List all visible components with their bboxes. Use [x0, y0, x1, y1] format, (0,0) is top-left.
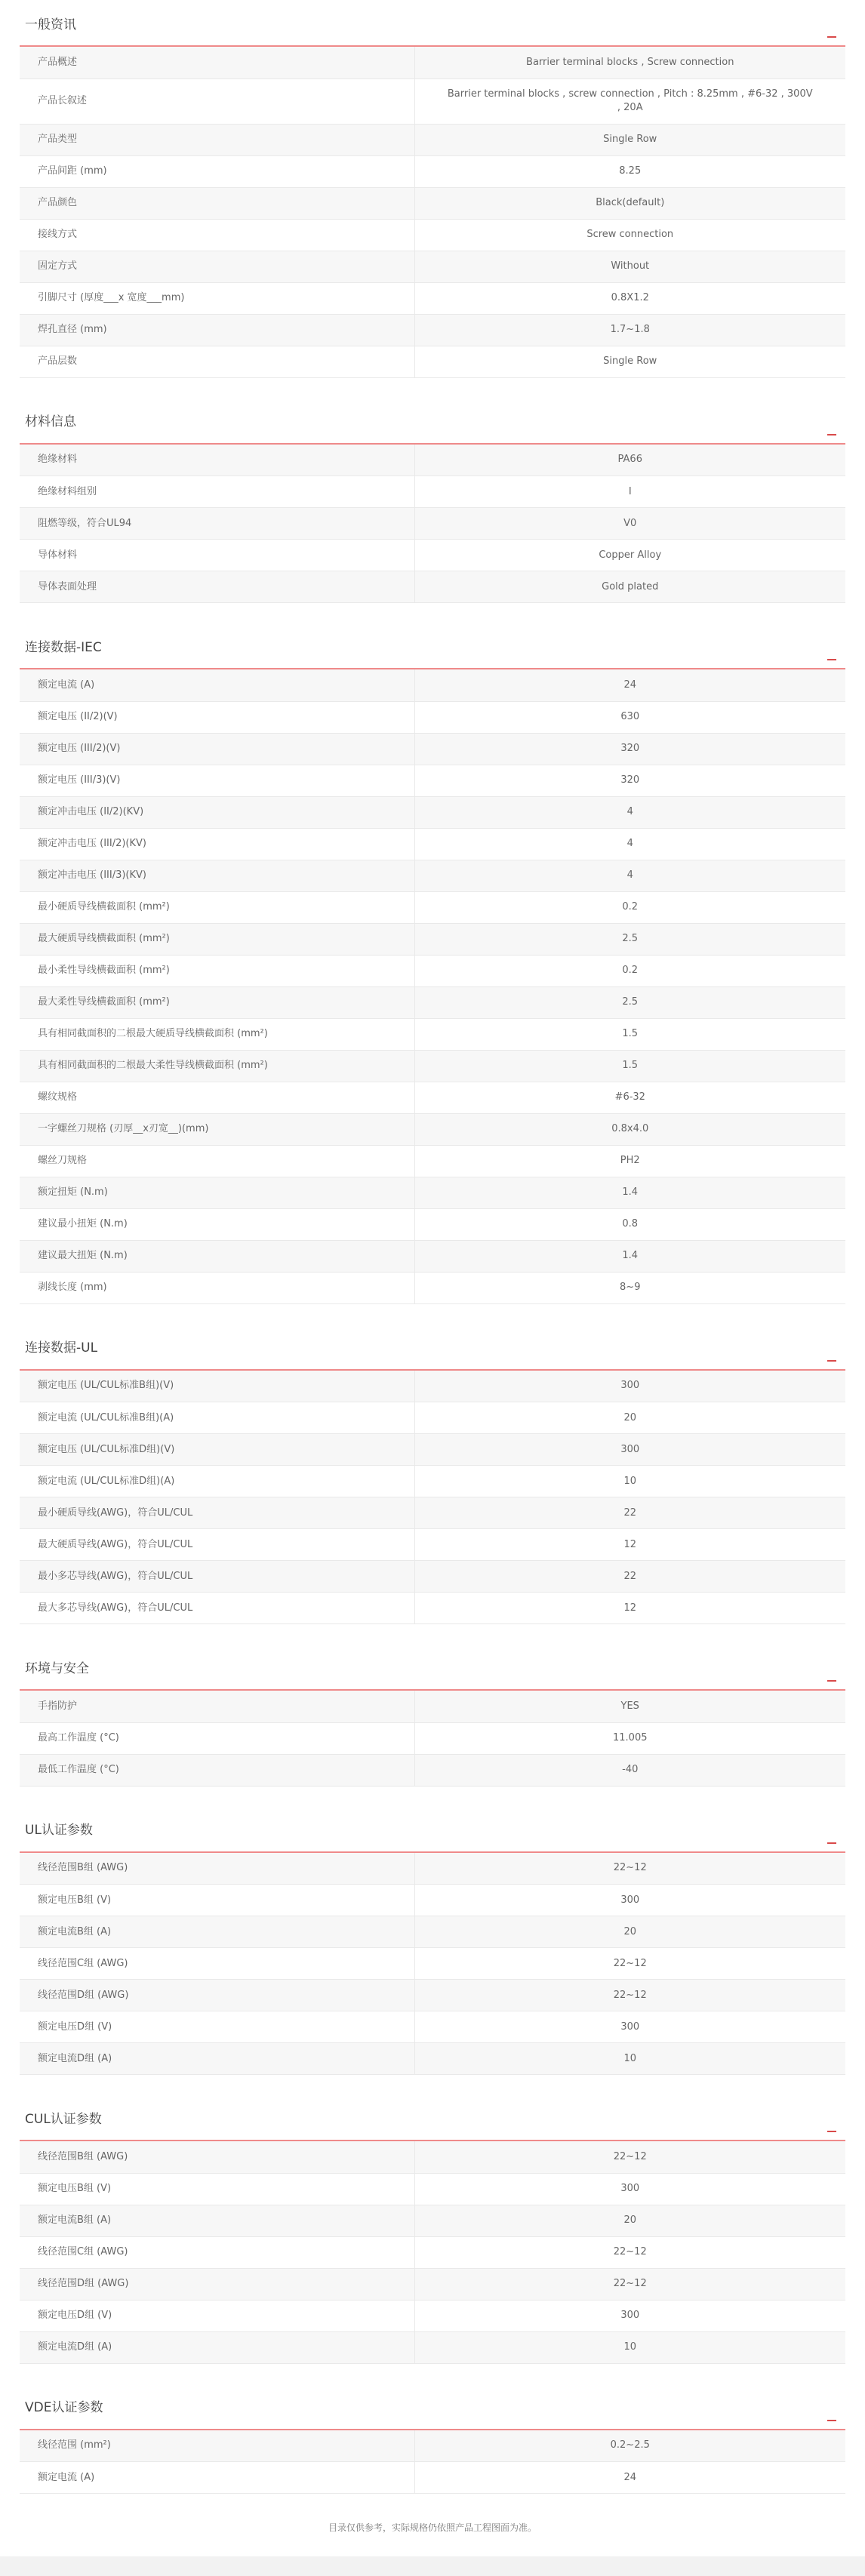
spec-value: 20	[414, 2205, 845, 2236]
table-row	[20, 1434, 845, 1466]
spec-label: 产品层数	[20, 346, 414, 377]
table-row	[20, 669, 845, 701]
section-header[interactable]	[20, 2384, 845, 2430]
table-row	[20, 540, 845, 571]
spec-section	[20, 623, 845, 1324]
spec-value: 1.5	[414, 1050, 845, 1082]
table-row	[20, 2268, 845, 2300]
spec-value: -40	[414, 1754, 845, 1786]
spec-label: 线径范围D组 (AWG)	[20, 1980, 414, 2011]
spec-label: 额定电流B组 (A)	[20, 2205, 414, 2236]
spec-value: 300	[414, 2011, 845, 2043]
spec-value: 0.8X1.2	[414, 282, 845, 314]
spec-value: 22~12	[414, 1948, 845, 1980]
table-row	[20, 1272, 845, 1303]
spec-label: 额定电压B组 (V)	[20, 2173, 414, 2205]
spec-label: 最小硬质导线(AWG)，符合UL/CUL	[20, 1497, 414, 1529]
table-row	[20, 346, 845, 377]
table-row	[20, 571, 845, 603]
spec-label: 产品类型	[20, 124, 414, 155]
spec-label: 线径范围C组 (AWG)	[20, 2236, 414, 2268]
spec-value: Screw connection	[414, 219, 845, 251]
section-gap	[20, 1624, 845, 1644]
spec-value: Gold plated	[414, 571, 845, 603]
section-title: UL认证参数	[25, 1823, 93, 1838]
table-row	[20, 986, 845, 1018]
table-row	[20, 78, 845, 124]
section-gap	[20, 603, 845, 623]
collapse-icon[interactable]	[827, 2131, 836, 2132]
table-row	[20, 1018, 845, 1050]
bottom-bar	[0, 2556, 865, 2576]
spec-value: 22~12	[414, 1980, 845, 2011]
section-header[interactable]	[20, 2094, 845, 2141]
spec-label: 接线方式	[20, 219, 414, 251]
table-row	[20, 1082, 845, 1113]
spec-value: 0.2~2.5	[414, 2430, 845, 2462]
section-title: 一般资讯	[25, 17, 76, 32]
spec-section	[20, 2384, 845, 2494]
spec-label: 额定电压B组 (V)	[20, 1885, 414, 1916]
spec-label: 额定电流D组 (A)	[20, 2043, 414, 2075]
spec-label: 额定电压 (III/2)(V)	[20, 733, 414, 765]
spec-value: 4	[414, 796, 845, 828]
section-header[interactable]	[20, 1644, 845, 1691]
spec-label: 额定电压 (II/2)(V)	[20, 701, 414, 733]
table-row	[20, 219, 845, 251]
table-row	[20, 1145, 845, 1177]
spec-label: 导体表面处理	[20, 571, 414, 603]
spec-label: 线径范围 (mm²)	[20, 2430, 414, 2462]
spec-value: 2.5	[414, 986, 845, 1018]
table-row	[20, 251, 845, 282]
spec-label: 线径范围B组 (AWG)	[20, 2141, 414, 2173]
spec-label: 阻燃等级，符合UL94	[20, 508, 414, 540]
spec-value: Barrier terminal blocks , Screw connection	[414, 47, 845, 78]
table-row	[20, 1948, 845, 1980]
table-row	[20, 1402, 845, 1434]
table-row	[20, 891, 845, 923]
table-row	[20, 445, 845, 476]
spec-label: 建议最大扭矩 (N.m)	[20, 1240, 414, 1272]
spec-label: 最大柔性导线横截面积 (mm²)	[20, 986, 414, 1018]
spec-table	[20, 47, 845, 378]
section-header[interactable]	[20, 623, 845, 669]
spec-label: 额定电流 (A)	[20, 669, 414, 701]
spec-value: 630	[414, 701, 845, 733]
spec-label: 最大硬质导线(AWG)，符合UL/CUL	[20, 1529, 414, 1561]
spec-value: 1.4	[414, 1177, 845, 1208]
spec-label: 固定方式	[20, 251, 414, 282]
spec-label: 线径范围D组 (AWG)	[20, 2268, 414, 2300]
spec-value: 1.5	[414, 1018, 845, 1050]
spec-label: 绝缘材料组别	[20, 476, 414, 508]
section-title: 环境与安全	[25, 1660, 89, 1676]
table-row	[20, 1722, 845, 1754]
spec-label: 额定电压 (UL/CUL标准D组)(V)	[20, 1434, 414, 1466]
table-row	[20, 187, 845, 219]
spec-label: 产品间距 (mm)	[20, 155, 414, 187]
table-row	[20, 2462, 845, 2494]
spec-label: 额定电流 (A)	[20, 2462, 414, 2494]
section-header[interactable]	[20, 1806, 845, 1853]
spec-label: 线径范围B组 (AWG)	[20, 1853, 414, 1885]
collapse-icon[interactable]	[827, 1842, 836, 1844]
spec-label: 额定电压 (III/3)(V)	[20, 765, 414, 796]
spec-label: 焊孔直径 (mm)	[20, 314, 414, 346]
spec-value: 12	[414, 1593, 845, 1624]
table-row	[20, 1208, 845, 1240]
section-gap	[20, 2364, 845, 2384]
spec-label: 额定电流 (UL/CUL标准B组)(A)	[20, 1402, 414, 1434]
spec-section	[20, 2094, 845, 2384]
section-title: 连接数据-UL	[25, 1340, 98, 1356]
section-header[interactable]	[20, 1324, 845, 1371]
spec-value: 8~9	[414, 1272, 845, 1303]
section-title: CUL认证参数	[25, 2111, 102, 2127]
section-header[interactable]	[20, 0, 845, 47]
section-title: 材料信息	[25, 414, 76, 429]
spec-value: PH2	[414, 1145, 845, 1177]
table-row	[20, 955, 845, 986]
spec-value: 22~12	[414, 2141, 845, 2173]
spec-label: 具有相同截面积的二根最大柔性导线横截面积 (mm²)	[20, 1050, 414, 1082]
table-row	[20, 2331, 845, 2363]
table-row	[20, 765, 845, 796]
table-row	[20, 2043, 845, 2075]
spec-table	[20, 669, 845, 1304]
table-row	[20, 155, 845, 187]
spec-table	[20, 1853, 845, 2076]
table-row	[20, 2236, 845, 2268]
spec-value: 300	[414, 1371, 845, 1402]
spec-value: 20	[414, 1916, 845, 1948]
spec-value: 300	[414, 2173, 845, 2205]
spec-label: 最小硬质导线横截面积 (mm²)	[20, 891, 414, 923]
spec-value: 1.4	[414, 1240, 845, 1272]
table-row	[20, 1466, 845, 1497]
spec-value: 300	[414, 1434, 845, 1466]
spec-value: 10	[414, 1466, 845, 1497]
spec-table	[20, 2141, 845, 2364]
spec-value: 320	[414, 765, 845, 796]
table-row	[20, 1050, 845, 1082]
spec-label: 产品概述	[20, 47, 414, 78]
spec-label: 导体材料	[20, 540, 414, 571]
spec-label: 额定冲击电压 (II/2)(KV)	[20, 796, 414, 828]
table-row	[20, 2011, 845, 2043]
collapse-icon[interactable]	[827, 659, 836, 660]
table-row	[20, 2430, 845, 2462]
spec-value: 0.8x4.0	[414, 1113, 845, 1145]
spec-value: #6-32	[414, 1082, 845, 1113]
table-row	[20, 860, 845, 891]
table-row	[20, 2173, 845, 2205]
table-row	[20, 2300, 845, 2331]
spec-label: 额定电压D组 (V)	[20, 2011, 414, 2043]
table-row	[20, 1240, 845, 1272]
collapse-icon[interactable]	[827, 434, 836, 435]
section-gap	[20, 1787, 845, 1806]
table-row	[20, 47, 845, 78]
spec-value: Single Row	[414, 124, 845, 155]
collapse-icon[interactable]	[827, 1680, 836, 1682]
spec-value: Barrier terminal blocks , screw connection , Pitch : 8.25mm , #6-32 , 300V , 20A	[414, 78, 845, 124]
section-title: 连接数据-IEC	[25, 639, 102, 655]
spec-label: 额定电压D组 (V)	[20, 2300, 414, 2331]
spec-value: 2.5	[414, 923, 845, 955]
table-row	[20, 1371, 845, 1402]
section-title: VDE认证参数	[25, 2400, 103, 2415]
spec-label: 具有相同截面积的二根最大硬质导线横截面积 (mm²)	[20, 1018, 414, 1050]
table-row	[20, 124, 845, 155]
footer-note: 目录仅供参考，实际规格仍依照产品工程图面为准。	[328, 2522, 537, 2533]
spec-value: 12	[414, 1529, 845, 1561]
spec-table	[20, 2430, 845, 2494]
table-row	[20, 1754, 845, 1786]
spec-label: 额定电流 (UL/CUL标准D组)(A)	[20, 1466, 414, 1497]
table-row	[20, 1497, 845, 1529]
spec-value: 20	[414, 1402, 845, 1434]
section-gap	[20, 378, 845, 398]
collapse-icon[interactable]	[827, 36, 836, 38]
spec-value: 24	[414, 2462, 845, 2494]
spec-value: 22~12	[414, 2268, 845, 2300]
spec-label: 绝缘材料	[20, 445, 414, 476]
spec-table	[20, 1691, 845, 1787]
spec-value: Single Row	[414, 346, 845, 377]
spec-value: 22~12	[414, 2236, 845, 2268]
spec-value: 1.7~1.8	[414, 314, 845, 346]
table-row	[20, 508, 845, 540]
spec-label: 最低工作温度 (°C)	[20, 1754, 414, 1786]
spec-value: PA66	[414, 445, 845, 476]
spec-label: 最小柔性导线横截面积 (mm²)	[20, 955, 414, 986]
table-row	[20, 733, 845, 765]
table-row	[20, 1853, 845, 1885]
spec-label: 螺纹规格	[20, 1082, 414, 1113]
table-row	[20, 1885, 845, 1916]
spec-label: 线径范围C组 (AWG)	[20, 1948, 414, 1980]
spec-value: 11.005	[414, 1722, 845, 1754]
spec-label: 建议最小扭矩 (N.m)	[20, 1208, 414, 1240]
spec-value: 0.2	[414, 891, 845, 923]
table-row	[20, 1113, 845, 1145]
table-row	[20, 1691, 845, 1722]
spec-label: 产品长叙述	[20, 78, 414, 124]
spec-label: 额定冲击电压 (III/2)(KV)	[20, 828, 414, 860]
spec-section	[20, 1324, 845, 1645]
section-header[interactable]	[20, 398, 845, 445]
spec-section	[20, 1806, 845, 2095]
table-row	[20, 1916, 845, 1948]
spec-value: 22	[414, 1497, 845, 1529]
spec-label: 额定电压 (UL/CUL标准B组)(V)	[20, 1371, 414, 1402]
spec-value: Black(default)	[414, 187, 845, 219]
section-gap	[20, 2075, 845, 2094]
spec-label: 额定扭矩 (N.m)	[20, 1177, 414, 1208]
table-row	[20, 701, 845, 733]
spec-value: 320	[414, 733, 845, 765]
spec-label: 一字螺丝刀规格 (刃厚__x刃宽__)(mm)	[20, 1113, 414, 1145]
table-row	[20, 476, 845, 508]
table-row	[20, 1529, 845, 1561]
spec-value: 4	[414, 860, 845, 891]
spec-value: I	[414, 476, 845, 508]
spec-label: 手指防护	[20, 1691, 414, 1722]
table-row	[20, 2205, 845, 2236]
spec-value: 22~12	[414, 1853, 845, 1885]
spec-label: 最大多芯导线(AWG)，符合UL/CUL	[20, 1593, 414, 1624]
spec-table	[20, 445, 845, 604]
spec-value: Copper Alloy	[414, 540, 845, 571]
section-gap	[20, 1304, 845, 1324]
spec-value: 4	[414, 828, 845, 860]
spec-section	[20, 398, 845, 623]
table-row	[20, 796, 845, 828]
table-row	[20, 1593, 845, 1624]
spec-section	[20, 0, 845, 398]
spec-value: V0	[414, 508, 845, 540]
spec-value: 22	[414, 1561, 845, 1593]
spec-label: 引脚尺寸 (厚度___x 宽度___mm)	[20, 282, 414, 314]
table-row	[20, 1177, 845, 1208]
spec-value: 0.2	[414, 955, 845, 986]
spec-value: YES	[414, 1691, 845, 1722]
spec-sections	[20, 0, 845, 2494]
table-row	[20, 314, 845, 346]
spec-value: 8.25	[414, 155, 845, 187]
spec-value: 0.8	[414, 1208, 845, 1240]
spec-value: Without	[414, 251, 845, 282]
table-row	[20, 2141, 845, 2173]
spec-table	[20, 1371, 845, 1625]
table-row	[20, 1561, 845, 1593]
spec-label: 产品颜色	[20, 187, 414, 219]
spec-value: 24	[414, 669, 845, 701]
spec-value: 10	[414, 2043, 845, 2075]
collapse-icon[interactable]	[827, 1360, 836, 1362]
table-row	[20, 828, 845, 860]
spec-label: 额定冲击电压 (III/3)(KV)	[20, 860, 414, 891]
spec-value: 300	[414, 1885, 845, 1916]
spec-value: 300	[414, 2300, 845, 2331]
spec-label: 最小多芯导线(AWG)，符合UL/CUL	[20, 1561, 414, 1593]
spec-label: 剥线长度 (mm)	[20, 1272, 414, 1303]
table-row	[20, 282, 845, 314]
spec-label: 额定电流D组 (A)	[20, 2331, 414, 2363]
table-row	[20, 1980, 845, 2011]
spec-label: 额定电流B组 (A)	[20, 1916, 414, 1948]
spec-value: 10	[414, 2331, 845, 2363]
collapse-icon[interactable]	[827, 2420, 836, 2421]
spec-label: 最高工作温度 (°C)	[20, 1722, 414, 1754]
spec-label: 最大硬质导线横截面积 (mm²)	[20, 923, 414, 955]
table-row	[20, 923, 845, 955]
spec-section	[20, 1644, 845, 1806]
spec-label: 螺丝刀规格	[20, 1145, 414, 1177]
